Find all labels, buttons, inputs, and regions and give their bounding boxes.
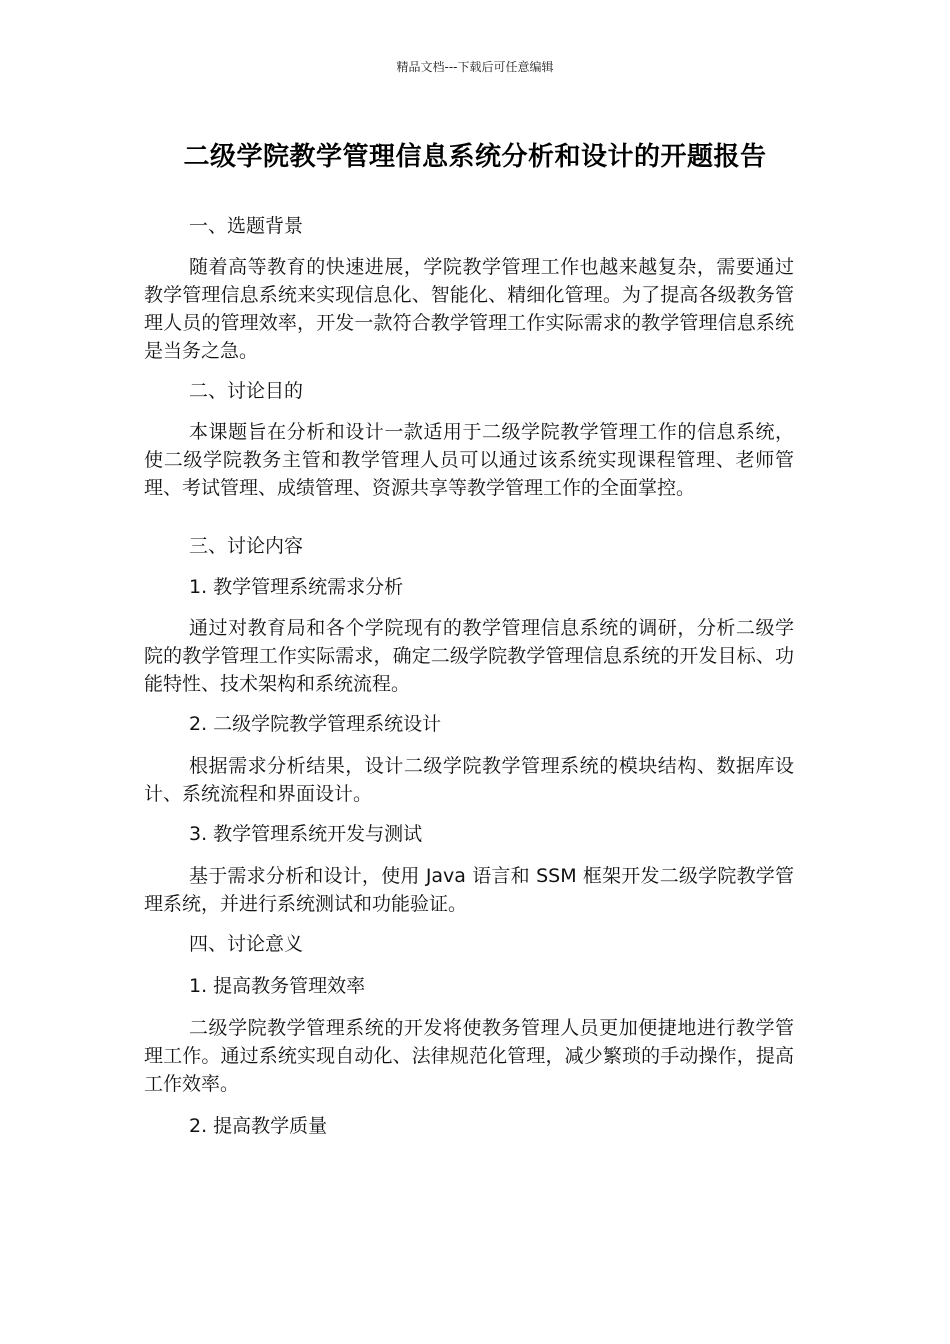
document-body [144, 212, 794, 1140]
header-note: 精品文档---下载后可任意编辑 [396, 60, 554, 74]
paragraph-development: 基于需求分析和设计，使用 Java 语言和 SSM 框架开发二级学院教学管理系统，并进行系统测试和功能验证。 [144, 865, 794, 915]
subheading-quality: 2. 提高教学质量 [189, 1115, 328, 1137]
document-title: 二级学院教学管理信息系统分析和设计的开题报告 [183, 142, 767, 172]
paragraph-design: 根据需求分析结果，设计二级学院教学管理系统的模块结构、数据库设计、系统流程和界面设计。 [144, 755, 794, 805]
section-heading-significance: 四、讨论意义 [189, 933, 304, 955]
paragraph-purpose: 本课题旨在分析和设计一款适用于二级学院教学管理工作的信息系统，使二级学院教务主管和教学管理人员可以通过该系统实现课程管理、老师管理、考试管理、成绩管理、资源共享等教学管理工作的全面掌控。 [144, 421, 794, 499]
subheading-development: 3. 教学管理系统开发与测试 [189, 823, 423, 845]
section-heading-purpose: 二、讨论目的 [189, 380, 304, 402]
subheading-efficiency: 1. 提高教务管理效率 [189, 975, 366, 997]
paragraph-requirements: 通过对教育局和各个学院现有的教学管理信息系统的调研，分析二级学院的教学管理工作实际需求，确定二级学院教学管理信息系统的开发目标、功能特性、技术架构和系统流程。 [144, 617, 794, 695]
paragraph-background: 随着高等教育的快速进展，学院教学管理工作也越来越复杂，需要通过教学管理信息系统来实现信息化、智能化、精细化管理。为了提高各级教务管理人员的管理效率，开发一款符合教学管理工作实际需求的教学管理信息系统是当务之急。 [144, 256, 794, 362]
subheading-design: 2. 二级学院教学管理系统设计 [189, 713, 442, 735]
paragraph-efficiency: 二级学院教学管理系统的开发将使教务管理人员更加便捷地进行教学管理工作。通过系统实现自动化、法律规范化管理，减少繁琐的手动操作，提高工作效率。 [144, 1017, 794, 1095]
section-heading-content: 三、讨论内容 [189, 535, 304, 557]
subheading-requirements: 1. 教学管理系统需求分析 [189, 576, 404, 598]
section-heading-background: 一、选题背景 [189, 215, 304, 237]
